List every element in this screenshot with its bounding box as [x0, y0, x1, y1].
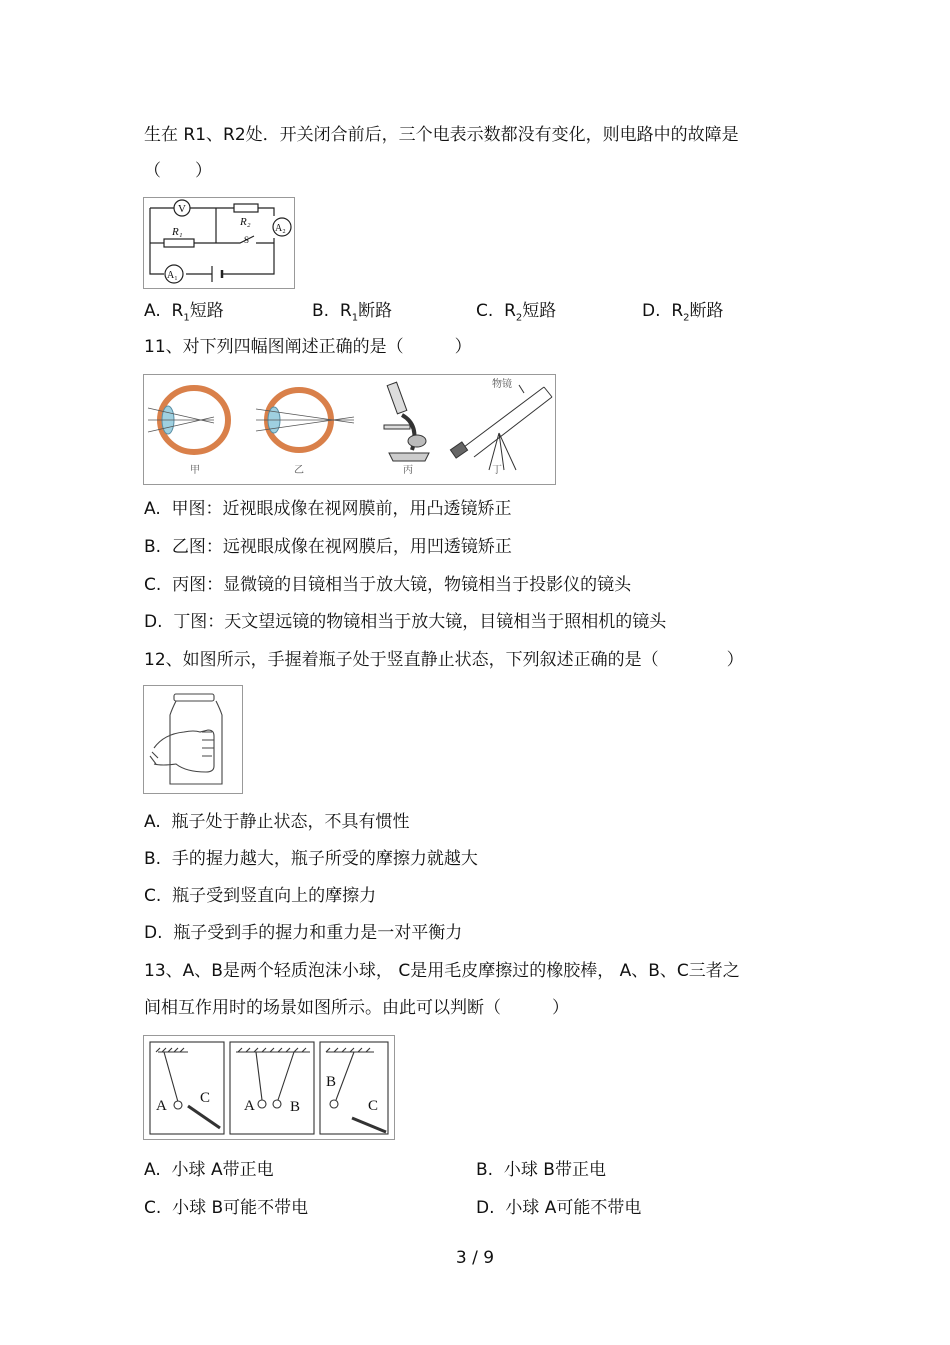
hand-bottle-image: [143, 685, 243, 794]
q10-option-d[interactable]: D. $R_2$断路: [642, 301, 724, 324]
label-bing: 丙: [403, 465, 413, 476]
label-s: S: [244, 235, 250, 245]
label-c-panel1: C: [200, 1090, 211, 1106]
label-c-panel3: C: [368, 1098, 379, 1114]
label-r1: R₁: [172, 226, 183, 238]
charge-interaction-figure: [143, 1035, 395, 1140]
label-a1: A₁: [167, 270, 178, 281]
label-a2: A₂: [275, 223, 286, 234]
telescope-image: [450, 385, 552, 470]
myopia-eye-image: [148, 388, 228, 452]
q12-option-b[interactable]: B. 手的握力越大，瓶子所受的摩擦力就越大: [144, 849, 478, 869]
q12-option-c[interactable]: C. 瓶子受到竖直向上的摩擦力: [144, 886, 377, 906]
q11-stem: 11、对下列四幅图阐述正确的是（ ）: [144, 337, 472, 357]
label-objective: 物镜: [492, 379, 512, 390]
q13-option-d[interactable]: D. 小球 A可能不带电: [476, 1198, 642, 1218]
q10-option-a[interactable]: A. $R_1$短路: [144, 301, 224, 324]
q13-stem-line2: 间相互作用时的场景如图所示。由此可以判断（ ）: [144, 998, 569, 1018]
page-number: 3 / 9: [455, 1248, 495, 1268]
q12-stem: 12、如图所示，手握着瓶子处于竖直静止状态，下列叙述正确的是（ ）: [144, 650, 744, 670]
label-a-panel1: A: [156, 1098, 167, 1114]
q13-option-a[interactable]: A. 小球 A带正电: [144, 1160, 274, 1180]
optics-figure: [143, 374, 556, 485]
q10-stem-line1: 生在 R1、R2处．开关闭合前后，三个电表示数都没有变化，则电路中的故障是: [144, 125, 739, 145]
q11-option-b[interactable]: B. 乙图：远视眼成像在视网膜后，用凹透镜矫正: [144, 537, 512, 557]
q11-option-c[interactable]: C. 丙图：显微镜的目镜相当于放大镜，物镜相当于投影仪的镜头: [144, 575, 632, 595]
q11-option-d[interactable]: D. 丁图：天文望远镜的物镜相当于放大镜，目镜相当于照相机的镜头: [144, 612, 667, 632]
microscope-image: [384, 382, 429, 461]
label-b-panel2: B: [290, 1099, 301, 1115]
hyperopia-eye-image: [256, 390, 354, 450]
q10-stem-line2: （ ）: [144, 161, 212, 181]
label-b-panel3: B: [326, 1074, 337, 1090]
label-yi: 乙: [294, 465, 304, 476]
q10-option-c[interactable]: C. $R_2$短路: [476, 301, 557, 324]
label-jia: 甲: [190, 465, 200, 476]
q12-option-d[interactable]: D. 瓶子受到手的握力和重力是一对平衡力: [144, 923, 463, 943]
q12-option-a[interactable]: A. 瓶子处于静止状态，不具有惯性: [144, 812, 410, 832]
q10-option-b[interactable]: B. $R_1$断路: [312, 301, 393, 324]
label-v: V: [178, 203, 186, 215]
q13-option-b[interactable]: B. 小球 B带正电: [476, 1160, 606, 1180]
label-r2: R₂: [240, 216, 251, 228]
label-ding: 丁: [492, 465, 502, 476]
label-a-panel2: A: [244, 1098, 255, 1114]
circuit-diagram: [143, 197, 295, 289]
q11-option-a[interactable]: A. 甲图：近视眼成像在视网膜前，用凸透镜矫正: [144, 499, 512, 519]
q13-stem-line1: 13、A、B是两个轻质泡沫小球， C是用毛皮摩擦过的橡胶棒， A、B、C三者之: [144, 961, 740, 981]
q13-option-c[interactable]: C. 小球 B可能不带电: [144, 1198, 309, 1218]
